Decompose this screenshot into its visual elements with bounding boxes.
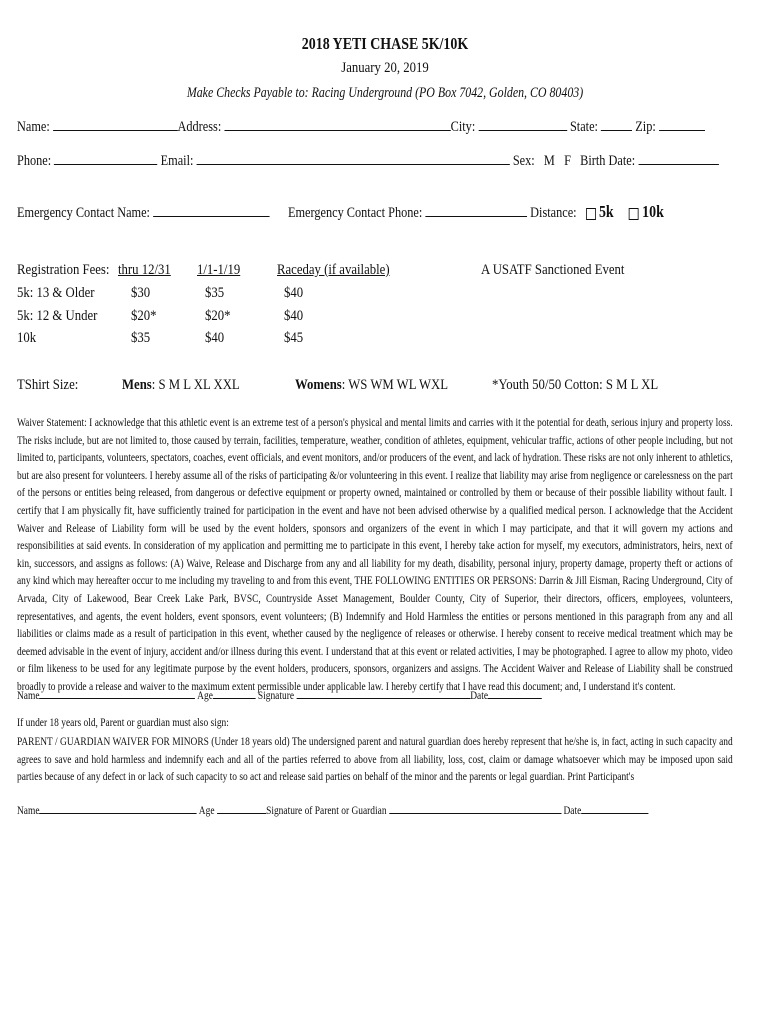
- fee-row-value: $20*: [131, 308, 157, 324]
- guardian-signature-field[interactable]: [389, 803, 561, 814]
- distance-10k-checkbox[interactable]: [629, 208, 639, 220]
- phone-row: [17, 153, 719, 170]
- city-field[interactable]: [478, 118, 567, 131]
- fee-row-value: $45: [284, 330, 304, 346]
- phone-field[interactable]: [54, 154, 157, 165]
- guardian-signature-label: Signature of Parent or Guardian: [266, 805, 387, 817]
- guardian-name-field[interactable]: [40, 803, 197, 814]
- fees-label: Registration Fees:: [17, 262, 110, 278]
- sex-option-m[interactable]: M: [543, 153, 555, 169]
- sig-signature-field[interactable]: [296, 688, 470, 699]
- sig-date-label: Date: [470, 690, 489, 702]
- sig-age-label: Age: [197, 690, 213, 702]
- distance-10k-label: 10k: [642, 202, 664, 221]
- signature-row-adult: [17, 688, 542, 702]
- tshirt-mens: [122, 377, 240, 394]
- fee-row-value: $40: [205, 330, 225, 346]
- sig-age-field[interactable]: [213, 688, 256, 699]
- sig-date-field[interactable]: [488, 688, 542, 699]
- distance-label: Distance:: [530, 205, 577, 221]
- fee-row-value: $20*: [205, 308, 231, 324]
- city-label: City:: [450, 119, 476, 135]
- usatf-note: A USATF Sanctioned Event: [481, 262, 625, 278]
- form-title: 2018 YETI CHASE 5K/10K: [301, 34, 469, 53]
- tshirt-womens: [295, 377, 448, 394]
- fee-row-value: $40: [284, 285, 304, 301]
- tshirt-womens-label: Womens: [295, 377, 342, 393]
- waiver-statement: Waiver Statement: I acknowledge that this athletic event is an extreme test of a person's physical and mental limits and carries with it the potential for death, serious injury and property loss. The risks include, but are not limited to, those caused by terrain, facilities, temperature, weather, condition of athletes, equipment, vehicular traffic, actions of other people including, but not limited to, participants, volunteers, spectators, coaches, event officials, and event monitors, and/or producers of the event, and lack of hydration. These risks are not only inherent to athletics, but are also present for volunteers. I hereby assume all of the risks of participating &/or volunteering in this event. I realize that liability may arise from negligence or carelessness on the part of the persons or entities being released, from dangerous or defective equipment or property owned, maintained or controlled by them or because of their possible liability without fault. I certify that I am physically fit, have sufficiently trained for participation in the event and have not been advised otherwise by a qualified medical person. I acknowledge that the Accident Waiver and Release of Liability form will be used by the event holders, sponsors and organizers of the event in which I may participate, and that it will govern my actions and responsibilities at said events. In consideration of my application and permitting me to participate in this event, I hereby take action for myself, my executors, administrators, heirs, next of kin, successors, and assigns as follows: (A) Waive, Release and Discharge from any and all liability for my death, disability, personal injury, property damage, property theft or actions of any kind which may hereafter occur to me including my traveling to and from this event, THE FOLLOWING ENTITIES OR PERSONS: Darrin & Jill Eisman, Racing Underground, City of Arvada, City of Lakewood, Bear Creek Lake Park, BVSC, Countryside Asset Management, Boulder County, City of Superior, their directors, officers, employees, volunteers, representatives, and agents, the event holders, event sponsors, event volunteers; (B) Indemnify and Hold Harmless the entities or persons mentioned in this paragraph from any and all liabilities or claims made as a result of participation in this event, whether caused by the negligence of releases or otherwise. I hereby consent to receive medical treatment which may be deemed advisable in the event of injury, accident and/or illness during this event. I understand that at this event or related activities, I may be photographed. I agree to allow my photo, video or film likeness to be used for any legitimate purpose by the event holders, producers, sponsors, organizers and assigns. The Accident Waiver and Release of Liability shall be construed broadly to provide a release and waiver to the maximum extent permissible under applicable law. I hereby certify that I have read this document; and, I understand it's content.: [17, 417, 733, 693]
- distance-5k-label: 5k: [598, 202, 614, 221]
- fee-row-label: 5k: 12 & Under: [17, 308, 98, 324]
- fees-col-thru-1231: thru 12/31: [118, 262, 171, 278]
- event-date: January 20, 2019: [341, 60, 429, 76]
- fee-row-label: 10k: [17, 330, 37, 346]
- fee-row-label: 5k: 13 & Older: [17, 285, 95, 301]
- minor-waiver-text: PARENT / GUARDIAN WAIVER FOR MINORS (Under 18 years old) The undersigned parent and natural guardian does hereby represent that he/she is, in fact, acting in such capacity and agrees to save and hold harmless and indemnify each and all of the parties referred to above from all liability, loss, cost, claim or damage whatsoever which may be imposed upon said parties because of any defect in or lack of such capacity to so act and release said parties on behalf of the minor and the parents or legal guardian. Print Participant's: [17, 736, 733, 784]
- zip-field[interactable]: [659, 118, 705, 131]
- tshirt-womens-sizes[interactable]: : WS WM WL WXL: [341, 377, 449, 393]
- address-label: Address:: [177, 119, 222, 135]
- fee-row-value: $35: [131, 330, 151, 346]
- tshirt-mens-label: Mens: [122, 377, 152, 393]
- phone-label: Phone:: [17, 153, 52, 169]
- emergency-name-field[interactable]: [153, 206, 269, 217]
- emergency-name-label: Emergency Contact Name:: [17, 205, 150, 221]
- fee-row-value: $35: [205, 285, 225, 301]
- state-label: State:: [569, 119, 598, 135]
- contact-row: [17, 118, 705, 136]
- guardian-name-label: Name: [17, 805, 40, 817]
- name-field[interactable]: [53, 118, 178, 131]
- fee-row-value: $40: [284, 308, 304, 324]
- emergency-phone-field[interactable]: [425, 206, 527, 217]
- birth-date-field[interactable]: [638, 154, 718, 165]
- state-field[interactable]: [601, 118, 632, 131]
- distance-5k-checkbox[interactable]: [586, 208, 596, 220]
- fees-col-raceday: Raceday (if available): [277, 262, 390, 278]
- address-field[interactable]: [224, 118, 450, 131]
- guardian-age-field[interactable]: [217, 803, 266, 814]
- guardian-date-field[interactable]: [581, 803, 648, 814]
- fees-col-0101-0119: 1/1-1/19: [197, 262, 241, 278]
- tshirt-youth[interactable]: *Youth 50/50 Cotton: S M L XL: [492, 377, 659, 393]
- zip-label: Zip:: [635, 119, 656, 135]
- sex-label: Sex:: [512, 153, 535, 169]
- birth-date-label: Birth Date:: [580, 153, 636, 169]
- emergency-phone-label: Emergency Contact Phone:: [287, 205, 423, 221]
- emergency-row: [17, 202, 664, 222]
- sex-option-f[interactable]: F: [564, 153, 571, 169]
- tshirt-label: TShirt Size:: [17, 377, 79, 393]
- signature-row-guardian: [17, 803, 649, 817]
- sig-signature-label: Signature: [257, 690, 295, 702]
- email-field[interactable]: [197, 154, 510, 165]
- guardian-date-label: Date: [563, 805, 582, 817]
- email-label: Email:: [160, 153, 194, 169]
- minor-intro: If under 18 years old, Parent or guardian must also sign:: [17, 717, 229, 729]
- guardian-age-label: Age: [198, 805, 215, 817]
- fee-row-value: $30: [131, 285, 151, 301]
- name-label: Name:: [17, 119, 50, 135]
- sig-name-label: Name: [17, 690, 40, 702]
- tshirt-mens-sizes[interactable]: : S M L XL XXL: [151, 377, 240, 393]
- payment-instructions: Make Checks Payable to: Racing Underground (PO Box 7042, Golden, CO 80403): [186, 85, 584, 101]
- sig-name-field[interactable]: [40, 688, 196, 699]
